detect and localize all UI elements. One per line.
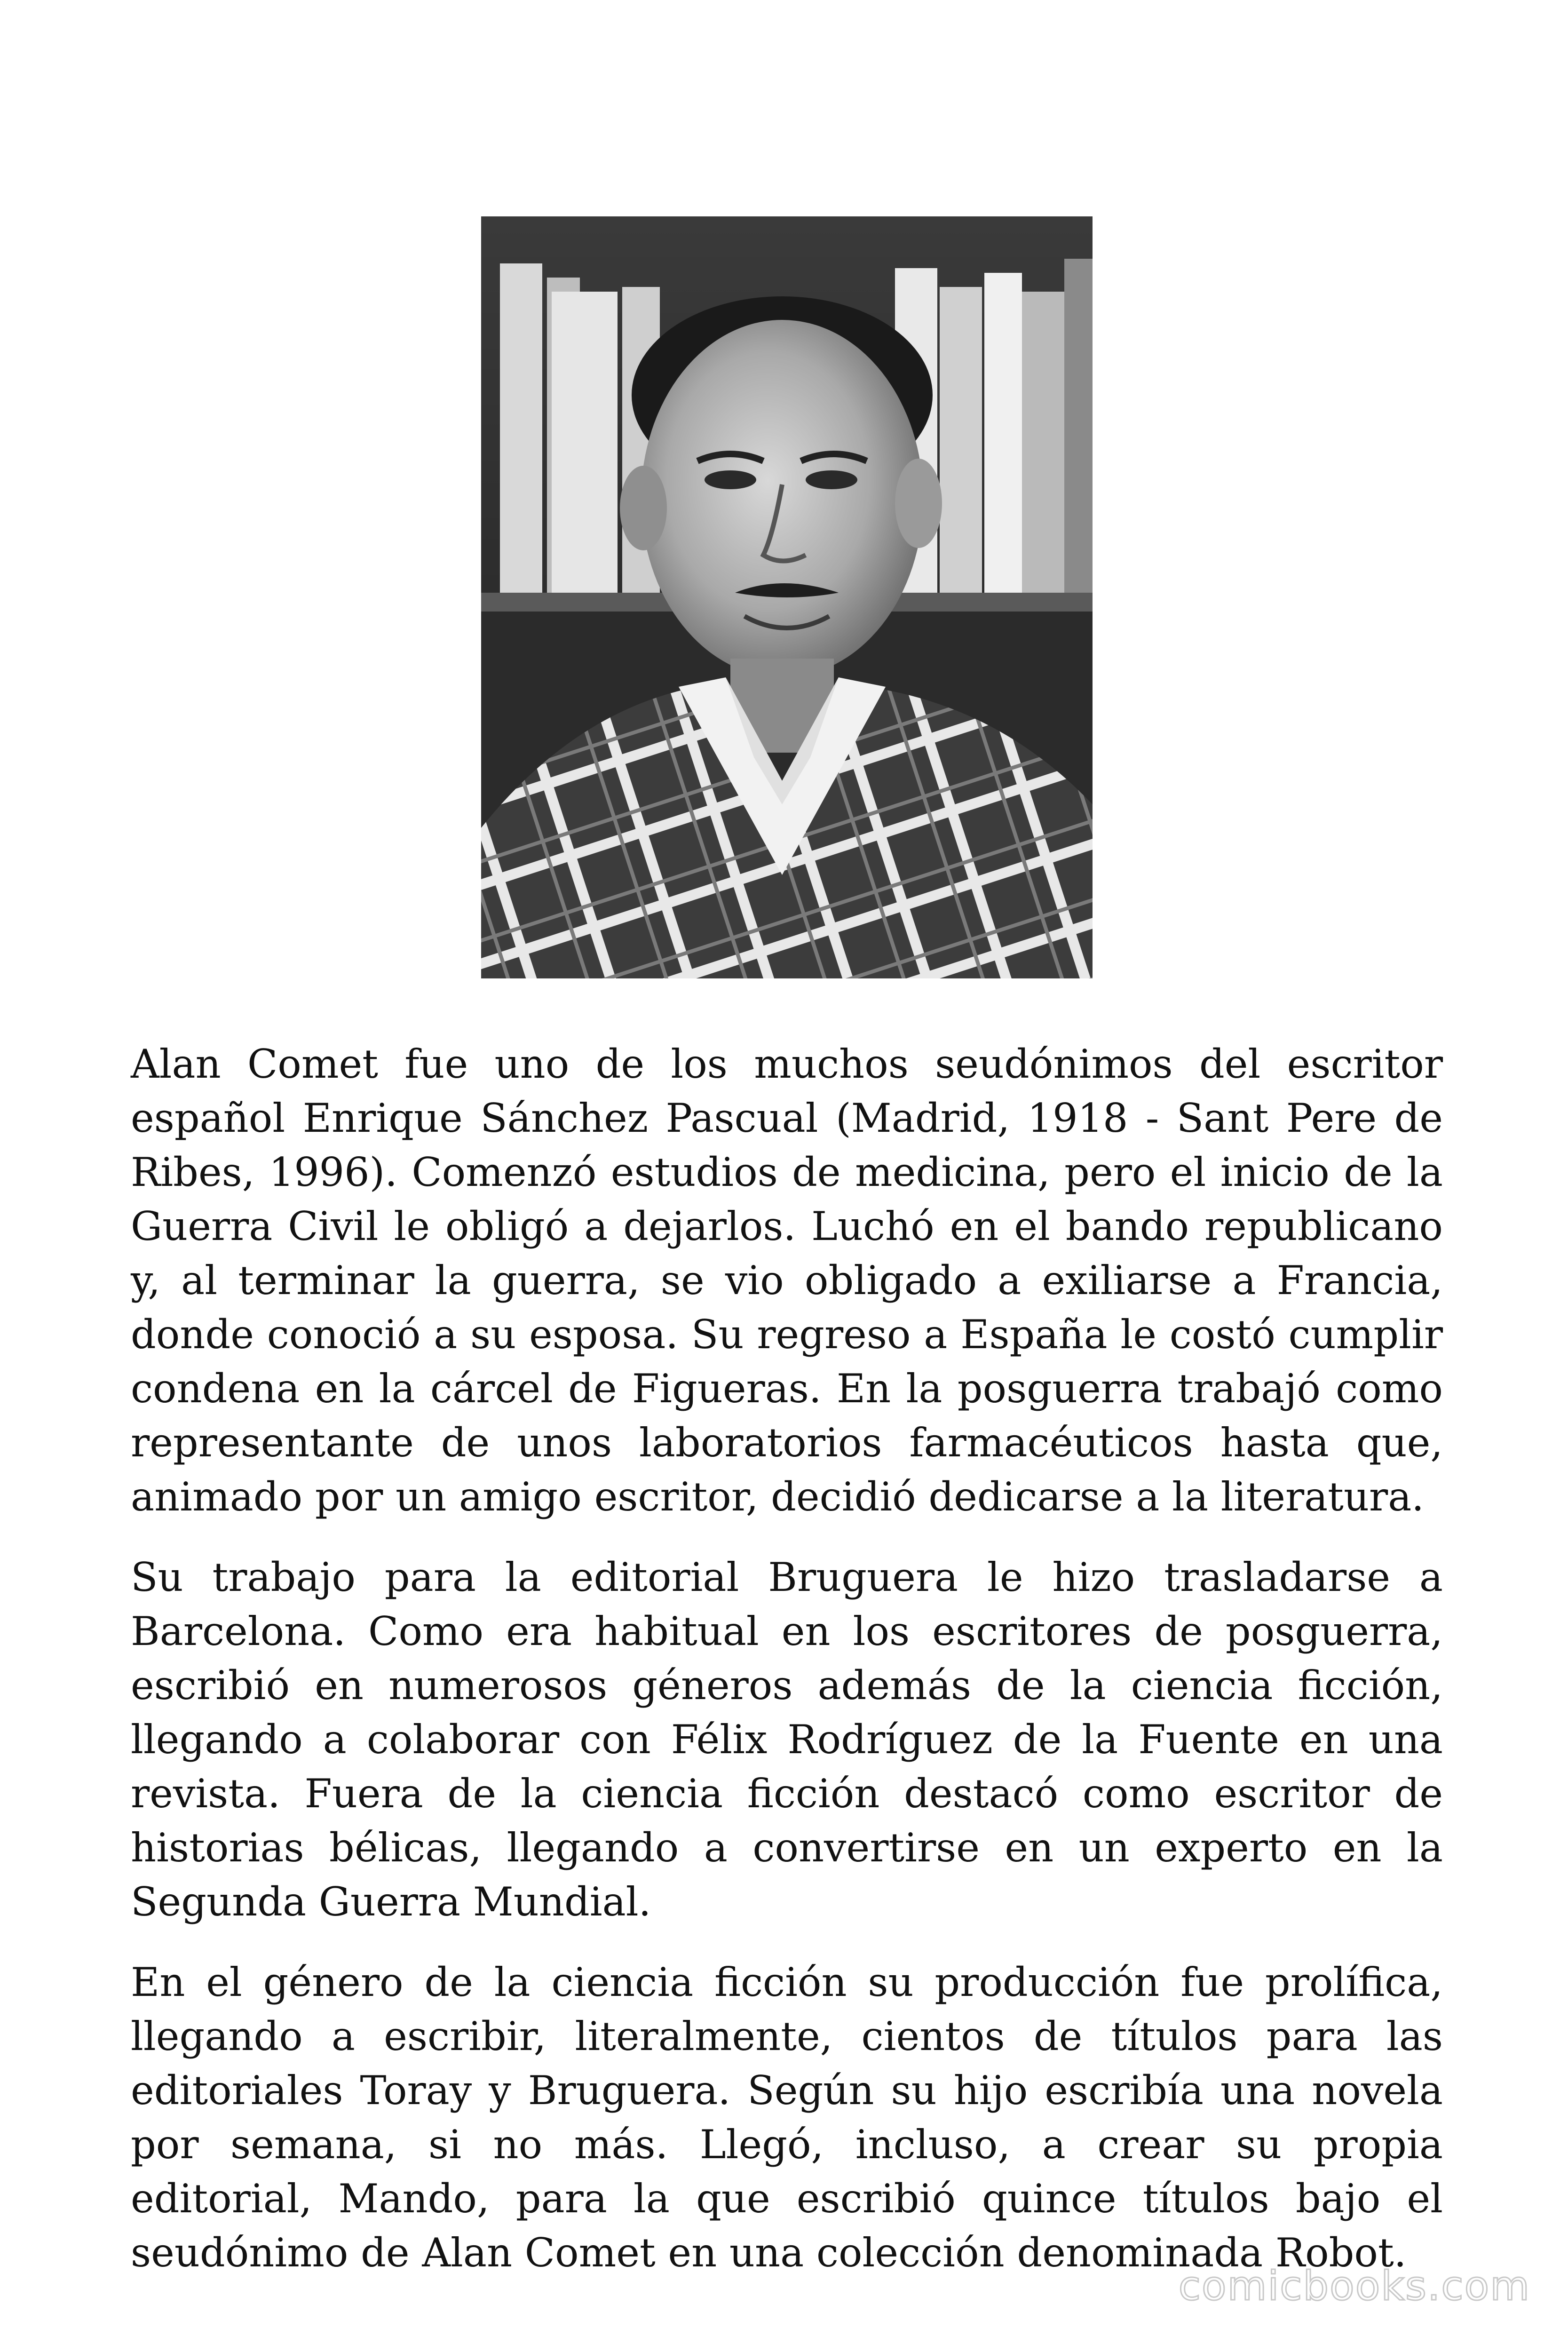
biography-text xyxy=(131,1037,1443,2306)
watermark-text: comicbooks.com xyxy=(1178,2263,1530,2310)
portrait-illustration xyxy=(481,216,1093,978)
biography-paragraph-1: Alan Comet fue uno de los muchos seudónimos del escritor español Enrique Sánchez Pascual (Madrid, 1918 - Sant Pere de Ribes, 1996). Comenzó estudios de medicina, pero el inicio de la Guerra Civil le obligó a dejarlos. Luchó en el bando republicano y, al terminar la guerra, se vio obligado a exiliarse a Francia, donde conoció a su esposa. Su regreso a España le costó cumplir condena en la cárcel de Figueras. En la posguerra trabajó como representante de unos laboratorios farmacéuticos hasta que, animado por un amigo escritor, decidió dedicarse a la literatura. xyxy=(131,1041,1443,1520)
biography-paragraph-3: En el género de la ciencia ficción su producción fue prolífica, llegando a escribir, literalmente, cientos de títulos para las editoriales Toray y Bruguera. Según su hijo escribía una novela por semana, si no más. Llegó, incluso, a crear su propia editorial, Mando, para la que escribió quince títulos bajo el seudónimo de Alan Comet en una colección denominada Robot. xyxy=(131,1959,1443,2276)
biography-paragraph-2: Su trabajo para la editorial Bruguera le hizo trasladarse a Barcelona. Como era habitual en los escritores de posguerra, escribió en numerosos géneros además de la ciencia ficción, llegando a colaborar con Félix Rodríguez de la Fuente en una revista. Fuera de la ciencia ficción destacó como escritor de historias bélicas, llegando a convertirse en un experto en la Segunda Guerra Mundial. xyxy=(131,1554,1443,1925)
author-portrait-photo xyxy=(481,216,1093,978)
